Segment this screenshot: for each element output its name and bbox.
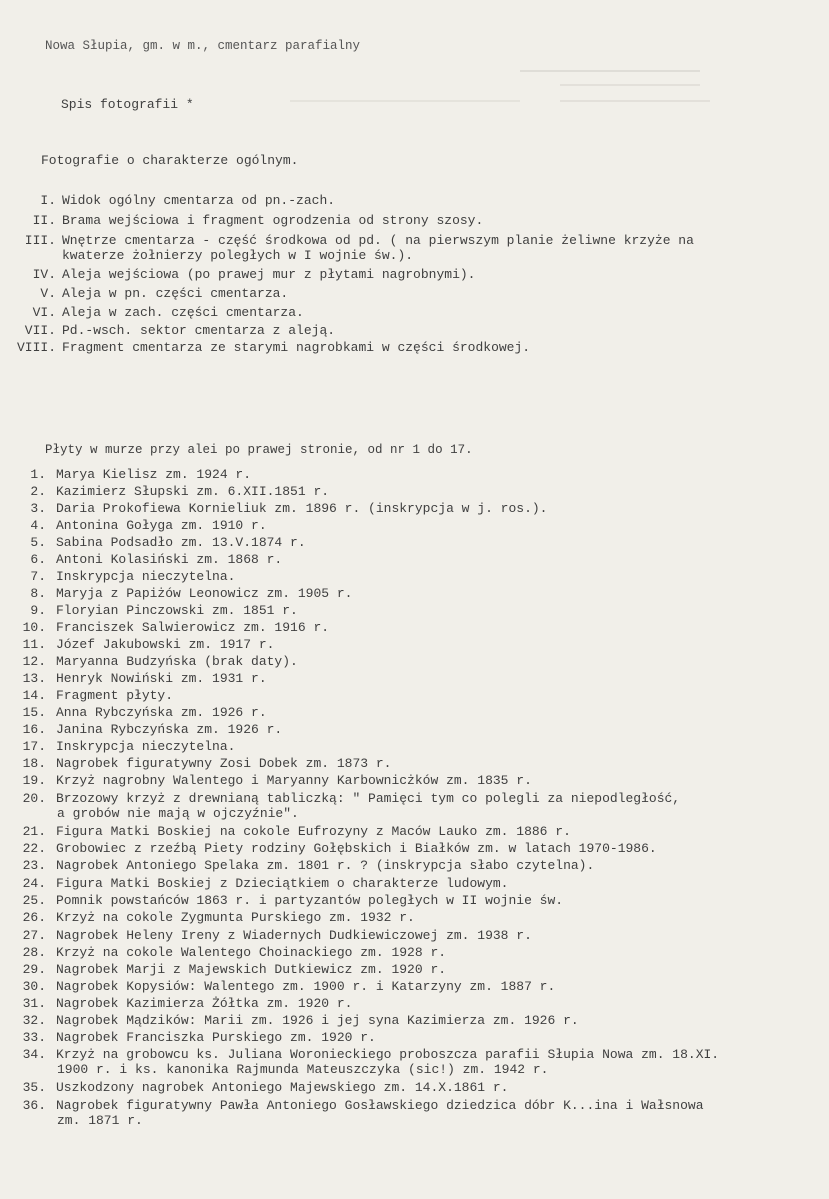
list-item: 8. Maryja z Papiżów Leonowicz zm. 1905 r. — [30, 586, 353, 601]
list-item: 33. Nagrobek Franciszka Purskiego zm. 1920 r. — [22, 1030, 376, 1045]
list-item: 3. Daria Prokofiewa Kornieliuk zm. 1896 r. (inskrypcja w j. ros.). — [30, 501, 548, 516]
list-item: 15. Anna Rybczyńska zm. 1926 r. — [22, 705, 267, 720]
list-item: 4. Antonina Gołyga zm. 1910 r. — [30, 518, 267, 533]
bleed-through-mark — [520, 70, 700, 72]
list-item: 34. Krzyż na grobowcu ks. Juliana Woronieckiego proboszcza parafii Słupia Nowa zm. 18.XI. — [22, 1047, 720, 1062]
list-item: 19. Krzyż nagrobny Walentego i Maryanny Karbownicżków zm. 1835 r. — [22, 773, 532, 788]
list-item: 10. Franciszek Salwierowicz zm. 1916 r. — [22, 620, 330, 635]
list-item: 6. Antoni Kolasiński zm. 1868 r. — [30, 552, 283, 567]
list-item: 5. Sabina Podsadło zm. 13.V.1874 r. — [30, 535, 306, 550]
list-item: 27. Nagrobek Heleny Ireny z Wiadernych Dudkiewiczowej zm. 1938 r. — [22, 928, 532, 943]
list-item: 14. Fragment płyty. — [22, 688, 174, 703]
list-item: VI. Aleja w zach. części cmentarza. — [32, 305, 304, 320]
bleed-through-mark — [560, 84, 700, 86]
spis-title: Spis fotografii * — [61, 97, 194, 112]
list-item: VII. Pd.-wsch. sektor cmentarza z aleją. — [24, 323, 336, 338]
list-item: 29. Nagrobek Marji z Majewskich Dutkiewicz zm. 1920 r. — [22, 962, 447, 977]
list-item: 16. Janina Rybczyńska zm. 1926 r. — [22, 722, 283, 737]
list-item-continuation: zm. 1871 r. — [57, 1113, 143, 1128]
list-item: 12. Maryanna Budzyńska (brak daty). — [22, 654, 298, 669]
list-item: V. Aleja w pn. części cmentarza. — [40, 286, 289, 301]
list-item: 26. Krzyż na cokole Zygmunta Purskiego zm. 1932 r. — [22, 910, 415, 925]
list-item: III. Wnętrze cmentarza - część środkowa od pd. ( na pierwszym planie żeliwne krzyże na — [24, 233, 694, 248]
list-item-continuation: a grobów nie mają w ojczyźnie". — [57, 806, 299, 821]
list-item-continuation: kwaterze żołnierzy poległych w I wojnie św.). — [62, 248, 414, 263]
bleed-through-mark — [560, 100, 710, 102]
list-item: 30. Nagrobek Kopysiów: Walentego zm. 1900 r. i Katarzyny zm. 1887 r. — [22, 979, 556, 994]
list-item: 23. Nagrobek Antoniego Spelaka zm. 1801 r. ? (inskrypcja słabo czytelna). — [22, 858, 595, 873]
list-item: 7. Inskrypcja nieczytelna. — [30, 569, 236, 584]
plyty-heading: Płyty w murze przy alei po prawej stronie, od nr 1 do 17. — [45, 443, 473, 457]
list-item: 18. Nagrobek figuratywny Zosi Dobek zm. 1873 r. — [22, 756, 392, 771]
list-item: 11. Józef Jakubowski zm. 1917 r. — [22, 637, 275, 652]
list-item-continuation: 1900 r. i ks. kanonika Rajmunda Mateuszczyka (sic!) zm. 1942 r. — [57, 1062, 549, 1077]
list-item: 22. Grobowiec z rzeźbą Piety rodziny Gołębskich i Białków zm. w latach 1970-1986. — [22, 841, 657, 856]
bleed-through-mark — [290, 100, 520, 102]
list-item: 25. Pomnik powstańców 1863 r. i partyzantów poległych w II wojnie św. — [22, 893, 564, 908]
list-item: I. Widok ogólny cmentarza od pn.-zach. — [40, 193, 336, 208]
general-heading: Fotografie o charakterze ogólnym. — [41, 153, 299, 168]
list-item: II. Brama wejściowa i fragment ogrodzenia od strony szosy. — [32, 213, 484, 228]
document-header: Nowa Słupia, gm. w m., cmentarz parafialny — [45, 39, 361, 53]
list-item: 1. Marya Kielisz zm. 1924 r. — [30, 467, 252, 482]
list-item: 13. Henryk Nowiński zm. 1931 r. — [22, 671, 267, 686]
list-item: 9. Floryian Pinczowski zm. 1851 r. — [30, 603, 298, 618]
list-item: 21. Figura Matki Boskiej na cokole Eufrozyny z Maców Lauko zm. 1886 r. — [22, 824, 571, 839]
list-item: 35. Uszkodzony nagrobek Antoniego Majewskiego zm. 14.X.1861 r. — [22, 1080, 509, 1095]
list-item: 20. Brzozowy krzyż z drewnianą tabliczką: " Pamięci tym co polegli za niepodległość, — [22, 791, 681, 806]
list-item: IV. Aleja wejściowa (po prawej mur z płytami nagrobnymi). — [32, 267, 476, 282]
list-item: 2. Kazimierz Słupski zm. 6.XII.1851 r. — [30, 484, 330, 499]
list-item: 24. Figura Matki Boskiej z Dzieciątkiem o charakterze ludowym. — [22, 876, 509, 891]
list-item: 28. Krzyż na cokole Walentego Choinackiego zm. 1928 r. — [22, 945, 447, 960]
list-item: 32. Nagrobek Mądzików: Marii zm. 1926 i jej syna Kazimierza zm. 1926 r. — [22, 1013, 579, 1028]
list-item: 17. Inskrypcja nieczytelna. — [22, 739, 236, 754]
list-item: 31. Nagrobek Kazimierza Żółtka zm. 1920 r. — [22, 996, 353, 1011]
list-item: 36. Nagrobek figuratywny Pawła Antoniego Gosławskiego dziedzica dóbr K...ina i Wałsnowa — [22, 1098, 704, 1113]
list-item: VIII. Fragment cmentarza ze starymi nagrobkami w części środkowej. — [16, 340, 531, 355]
